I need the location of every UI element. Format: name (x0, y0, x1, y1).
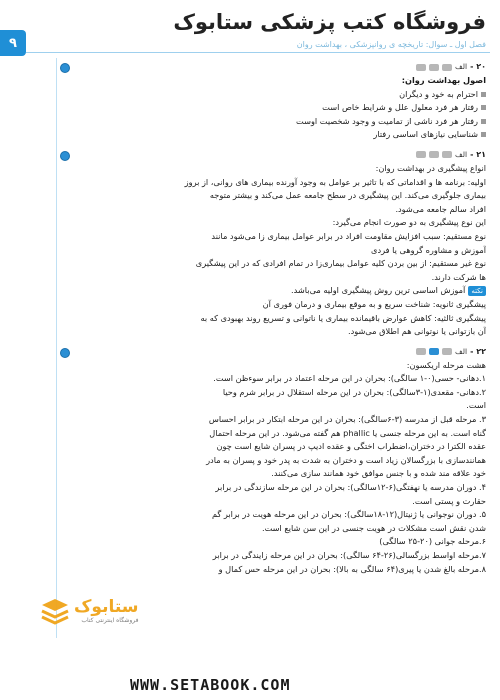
difficulty-icon (416, 64, 426, 71)
difficulty-icon (442, 151, 452, 158)
answer-line: اولیه: برنامه ها و اقداماتی که با تاثیر بر عوامل به وجود آورنده بیماری های روانی، از بروز (184, 176, 486, 187)
list-item-text: رفتار هر فرد ناشی از تمامیت و وجود شخصیت اوست (296, 115, 478, 126)
question-marker-icon (60, 151, 70, 161)
answer-line: ۷.مرحله اواسط بزرگسالی(۲۶-۶۴ سالگی): بحران در این مرحله زایندگی در برابر (212, 550, 486, 560)
bullet-icon (481, 105, 486, 110)
answer-line: انواع پیشگیری در بهداشت روان: (375, 162, 486, 173)
answer-line: خود علاقه مند شده و با جنس موافق خود همانند سازی می‌کنند. (271, 468, 486, 479)
answer-line: ۶.مرحله جوانی (۲۰-۲۵ سالگی) (379, 536, 486, 547)
answer-line: این نوع پیشگیری به دو صورت انجام می‌گیرد: (332, 217, 486, 228)
question-level: الف (454, 150, 468, 160)
difficulty-icon (429, 348, 439, 355)
list-item (64, 128, 486, 142)
page-title: فروشگاه کتب پزشکی ستابوک (173, 10, 486, 34)
answer-line: همانندسازی با بزرگسالان زیاد است و دختران به شدت به پدر خود و پسران به مادر (206, 454, 486, 465)
answer-line: ۲.دهانی- مقعدی(۱-۳سالگی): بحران در این مرحله استقلال در برابر شرم وحیا (222, 386, 486, 397)
question-level: الف (454, 62, 468, 72)
answer-line: ۵. دوران نوجوانی یا ژنیتال(۱۲-۱۸سالگی): بحران در این مرحله هویت در برابر گم (211, 509, 486, 520)
answer-line: شدن نقش است مشکلات در هویت جنسی در این سن شایع است. (261, 522, 486, 533)
list-item-text: احترام به خود و دیگران (399, 88, 478, 99)
list-item (64, 88, 486, 102)
question-level: الف (454, 346, 468, 356)
answer-line: ۸.مرحله بالغ شدن یا پیری(۶۴ سالگی به بالا): بحران در این مرحله حس کمال و (218, 563, 486, 574)
answer-line: ۴. دوران مدرسه یا نهفتگی(۶-۱۲سالگی): بحران در این مرحله سازندگی در برابر (215, 482, 486, 493)
setabook-watermark (40, 590, 180, 630)
bullet-icon (481, 132, 486, 137)
difficulty-icon (416, 151, 426, 158)
watermark-subtitle: فروشگاه اینترنتی کتاب (81, 616, 139, 624)
question-number: ۲۲ - (470, 346, 486, 356)
answer-line: بیماری جلوگیری می‌کند. این پیشگیری در سطح جامعه عمل می‌کند و بیشتر متوجه (209, 190, 486, 201)
difficulty-icon (429, 64, 439, 71)
answer-line: گناه است. به این مرحله جنسی یا phallic هم گفته می‌شود. در این مرحله احتمال (209, 427, 486, 438)
page-content (64, 58, 486, 576)
book-logo-icon (40, 595, 70, 625)
answer-line: عقده الکترا در دختران،اضطراب اختگی و عقده ادیپ در پسران شایع است چون (216, 441, 486, 452)
difficulty-icon (442, 348, 452, 355)
chapter-subtitle: فصل اول ـ سوال: تاریخچه ی روانپزشکی ، بهداشت روان (296, 40, 486, 49)
answer-line: نوع مستقیم: سبب افزایش مقاومت افراد در برابر عوامل بیماری زا می‌شود مانند (211, 230, 486, 241)
list-item-text: رفتار هر فرد معلول علل و شرایط خاص است (322, 102, 478, 113)
difficulty-icon (416, 348, 426, 355)
list-item-text: شناسایی نیازهای اساسی رفتار (373, 129, 478, 140)
question-header (64, 148, 486, 162)
answer-line: نوع غیر مستقیم: از بین بردن کلیه عوامل بیماری‌زا در تمام افرادی که در این پیشگیری (195, 258, 486, 269)
question-header (64, 60, 486, 74)
answer-line: ۳. مرحله قبل از مدرسه (۳-۶سالگی): بحران در این مرحله ابتکار در برابر احساس (208, 414, 486, 425)
answer-line: افراد سالم جامعه می‌شود. (395, 203, 486, 214)
answer-line: پیشگیری ثالثیه: کاهش عوارض باقیمانده بیماری یا ناتوانی و تسریع روند بهبودی که به (200, 312, 486, 323)
note-badge: نکته (468, 286, 486, 296)
question-marker-icon (60, 63, 70, 73)
difficulty-icon (442, 64, 452, 71)
question-marker-icon (60, 348, 70, 358)
answer-line: حقارت و پستی است. (412, 495, 486, 506)
answer-line: ۱.دهانی- حسی(۰-۱ سالگی): بحران در این مرحله اعتماد در برابر سوءظن است. (213, 373, 486, 384)
page-number: ۹ (0, 30, 26, 56)
list-item (64, 115, 486, 129)
answer-line: پیشگیری ثانویه: شناخت سریع و به موقع بیماری و درمان فوری آن (262, 298, 486, 309)
question-header (64, 345, 486, 359)
note-line (64, 284, 486, 298)
list-item (64, 101, 486, 115)
answer-heading: اصول بهداشت روان: (401, 75, 486, 85)
difficulty-icon (429, 151, 439, 158)
answer-line: هشت مرحله اریکسون: (406, 359, 486, 370)
header-divider (26, 52, 490, 53)
footer-url[interactable]: WWW.SETABOOK.COM (130, 676, 291, 694)
bullet-icon (481, 92, 486, 97)
answer-line: ها شرکت دارند. (431, 271, 486, 282)
answer-line: است. (466, 400, 486, 411)
answer-line: آن بازتوانی یا نوتوانی هم اطلاق می‌شود. (347, 326, 486, 337)
answer-line: آموزش و مشاوره گروهی یا فردی (371, 244, 486, 255)
question-number: ۲۱ - (470, 150, 486, 160)
bullet-icon (481, 119, 486, 124)
watermark-brand: ستابوک (74, 596, 139, 617)
note-text: آموزش اساسی ترین روش پیشگیری اولیه می‌باشد. (291, 285, 466, 296)
question-number: ۲۰ - (470, 62, 486, 72)
margin-divider (56, 58, 57, 638)
